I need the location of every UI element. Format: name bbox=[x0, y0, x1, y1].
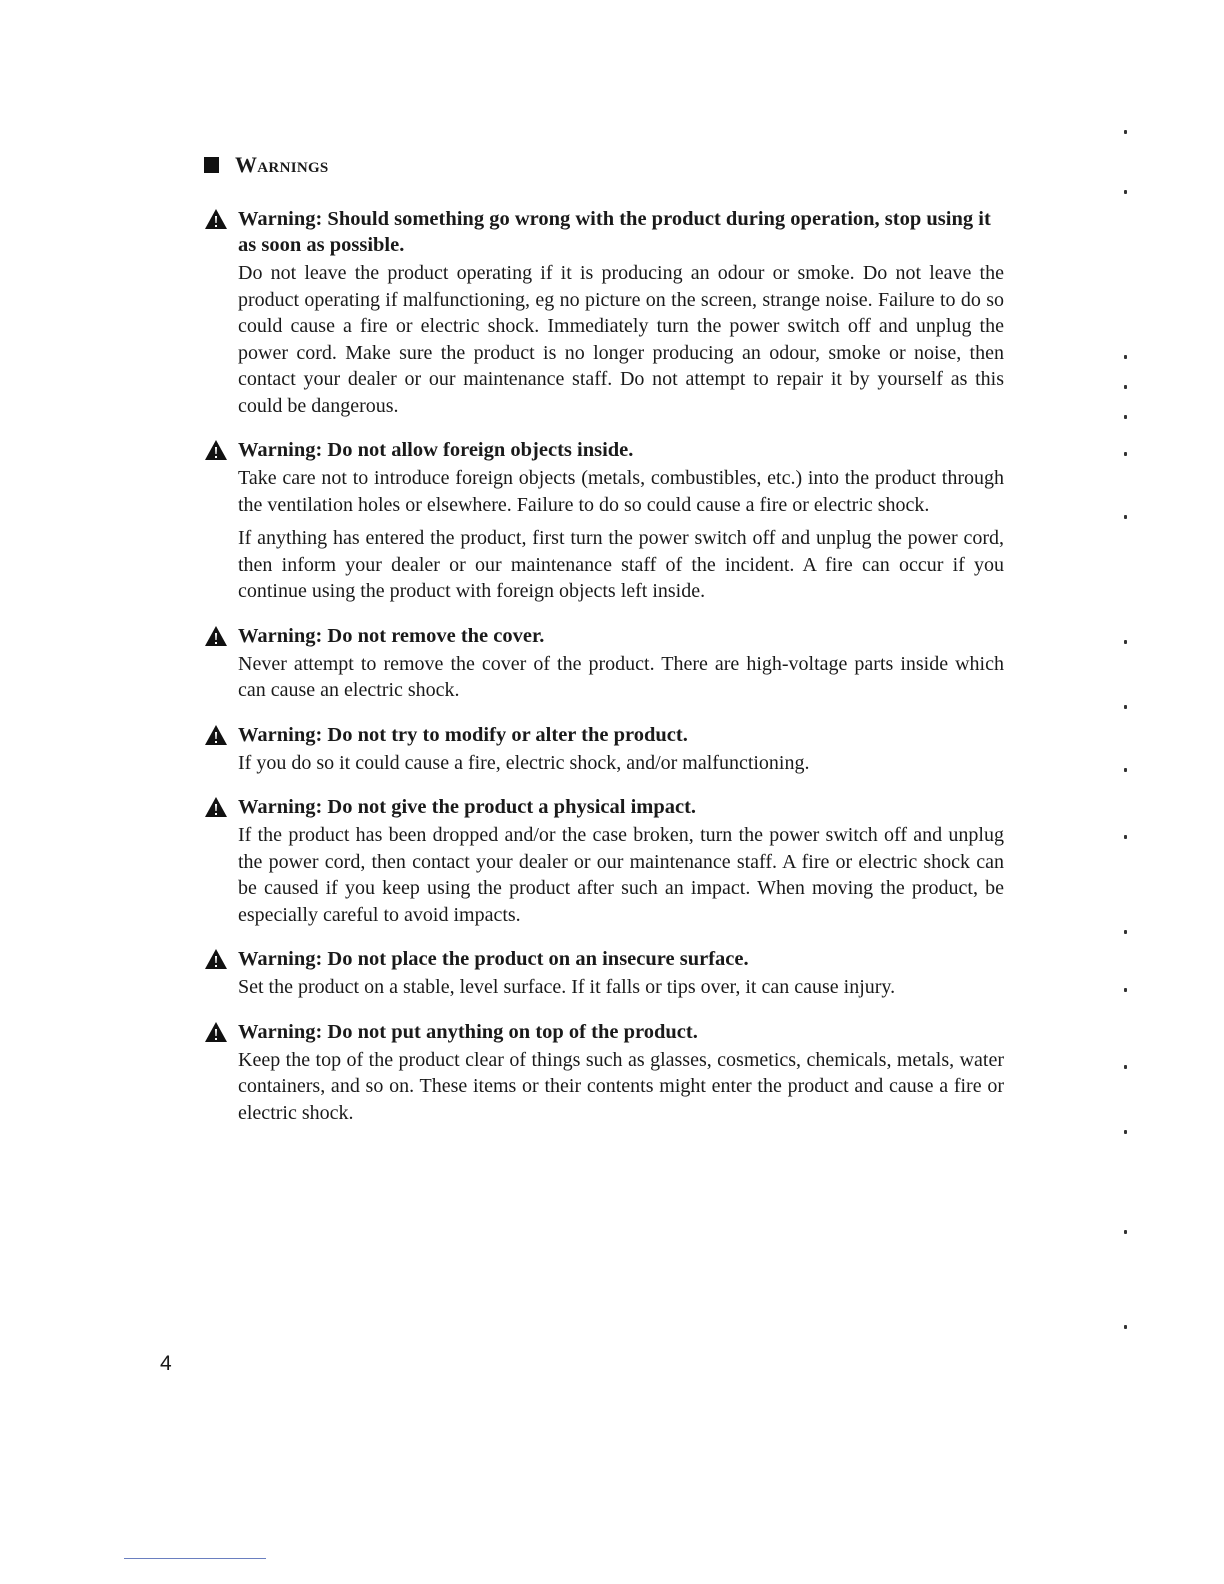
warning-paragraph: Do not leave the product operating if it is producing an odour or smoke. Do not leave the product operating if malfunctioning, eg no picture on the screen, strange noise. Failure to do so could cause a fire or electric shock. Immediately turn the power switch off and unplug the power cord. Make sure the product is no longer producing an odour, smoke or noise, then contact your dealer or our maintenance staff. Do not attempt to repair it by yourself as this could be dangerous. bbox=[238, 262, 1004, 417]
warning-title-row bbox=[204, 623, 1004, 649]
warning-block bbox=[204, 946, 1004, 1001]
scan-margin-specks bbox=[1118, 100, 1138, 1360]
scan-speck bbox=[1124, 1065, 1127, 1069]
warning-body bbox=[238, 651, 1004, 704]
warning-triangle-icon bbox=[204, 796, 228, 818]
scan-speck bbox=[1124, 415, 1127, 419]
scan-speck bbox=[1124, 130, 1127, 134]
scan-speck bbox=[1124, 190, 1127, 194]
warning-title-row bbox=[204, 946, 1004, 972]
warning-triangle-icon bbox=[204, 1021, 228, 1043]
scan-speck bbox=[1124, 355, 1127, 359]
warning-triangle-icon bbox=[204, 948, 228, 970]
scan-speck bbox=[1124, 385, 1127, 389]
warning-body bbox=[238, 974, 1004, 1001]
warning-paragraph: Set the product on a stable, level surface. If it falls or tips over, it can cause injury. bbox=[238, 976, 896, 998]
scan-speck bbox=[1124, 835, 1127, 839]
warning-title: Warning: Do not give the product a physical impact. bbox=[238, 796, 697, 818]
warning-block bbox=[204, 623, 1004, 704]
warning-block bbox=[204, 1019, 1004, 1127]
warning-body bbox=[238, 1047, 1004, 1127]
warning-title-row bbox=[204, 206, 1004, 258]
bottom-rule bbox=[124, 1558, 266, 1559]
warning-title: Warning: Do not remove the cover. bbox=[238, 624, 545, 647]
warning-title-row bbox=[204, 794, 1004, 820]
warning-block bbox=[204, 794, 1004, 928]
warning-paragraph: Keep the top of the product clear of things such as glasses, cosmetics, chemicals, metals, water containers, and so on. These items or their contents might enter the product and cause a fire or electric shock. bbox=[238, 1048, 1004, 1124]
warning-body bbox=[238, 260, 1004, 419]
warning-title-row bbox=[204, 722, 1004, 748]
scan-speck bbox=[1124, 930, 1127, 934]
page-number: 4 bbox=[160, 1352, 172, 1375]
page-title: Warnings bbox=[235, 152, 329, 177]
scan-speck bbox=[1124, 515, 1127, 519]
warning-paragraph: If anything has entered the product, first turn the power switch off and unplug the power cord, then inform your dealer or our maintenance staff of the incident. A fire can occur if you continue using the product with foreign objects left inside. bbox=[238, 527, 1004, 602]
scan-speck bbox=[1124, 452, 1127, 456]
warning-title-row bbox=[204, 437, 1004, 463]
warning-body bbox=[238, 465, 1004, 605]
warning-triangle-icon bbox=[204, 625, 228, 647]
warning-paragraph: Never attempt to remove the cover of the product. There are high-voltage parts inside which can cause an electric shock. bbox=[238, 652, 1004, 701]
warning-title: Warning: Do not try to modify or alter the product. bbox=[238, 723, 688, 746]
warning-triangle-icon bbox=[204, 208, 228, 230]
warning-paragraph: Take care not to introduce foreign objects (metals, combustibles, etc.) into the product through the ventilation holes or elsewhere. Failure to do so could cause a fire or electric shock. bbox=[238, 467, 1004, 516]
square-bullet-icon bbox=[204, 157, 219, 173]
section-heading bbox=[204, 152, 329, 178]
scan-speck bbox=[1124, 705, 1127, 709]
scan-speck bbox=[1124, 1130, 1127, 1134]
warning-title-row bbox=[204, 1019, 1004, 1045]
warning-triangle-icon bbox=[204, 439, 228, 461]
warning-title: Warning: Do not put anything on top of the product. bbox=[238, 1020, 698, 1043]
scan-speck bbox=[1124, 1230, 1127, 1234]
warning-block bbox=[204, 722, 1004, 777]
warning-body bbox=[238, 750, 1004, 777]
warning-triangle-icon bbox=[204, 724, 228, 746]
warning-paragraph: If the product has been dropped and/or the case broken, turn the power switch off and unplug the power cord, then contact your dealer or our maintenance staff. A fire or electric shock can be caused if you keep using the product after such an impact. When moving the product, be especially careful to avoid impacts. bbox=[238, 824, 1004, 926]
warning-title: Warning: Do not allow foreign objects inside. bbox=[238, 439, 634, 461]
warning-block bbox=[204, 206, 1004, 419]
warning-body bbox=[238, 822, 1004, 928]
scan-speck bbox=[1124, 768, 1127, 772]
scan-speck bbox=[1124, 988, 1127, 992]
warning-paragraph: If you do so it could cause a fire, electric shock, and/or malfunctioning. bbox=[238, 751, 810, 774]
scan-speck bbox=[1124, 1325, 1127, 1329]
warning-block bbox=[204, 437, 1004, 605]
warning-title: Warning: Do not place the product on an insecure surface. bbox=[238, 948, 749, 970]
scan-speck bbox=[1124, 640, 1127, 644]
warnings-list bbox=[204, 206, 1004, 1144]
warning-title: Warning: Should something go wrong with the product during operation, stop using it as soon as possible. bbox=[238, 208, 991, 256]
